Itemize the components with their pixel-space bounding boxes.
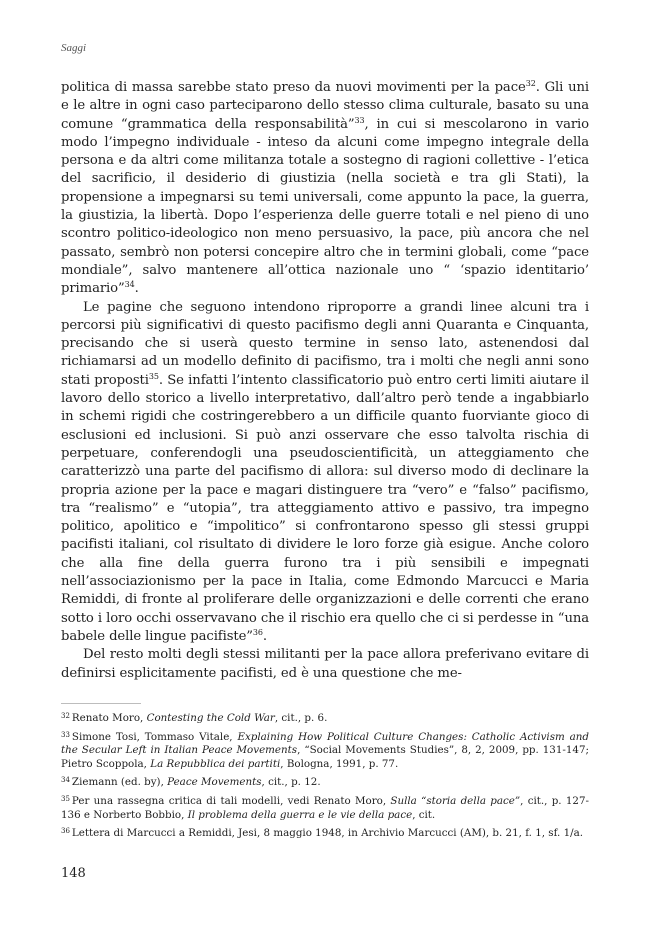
footnote-text: , “Social Movements Studies”, 8, 2, 2009, pp. 131-147; Pietro Scoppola, bbox=[61, 744, 589, 770]
footnote-number: 36 bbox=[61, 827, 70, 836]
running-head: Saggi bbox=[61, 42, 87, 54]
body-paragraph bbox=[61, 299, 589, 647]
footnote-text: , Bologna, 1991, p. 77. bbox=[280, 757, 399, 770]
footnote-text: Lettera di Marcucci a Remiddi, Jesi, 8 maggio 1948, in Archivio Marcucci (AM), b. 21, f. 1, sf. 1/a. bbox=[71, 827, 584, 840]
text-run: . bbox=[262, 628, 267, 644]
footnote-number: 33 bbox=[61, 730, 70, 739]
text-run: , in cui si mescolarono in vario modo l’impegno individuale - inteso da alcuni come impegno integrale della persona e da altri come militanza totale a sostegno di ragioni collettive - l’etica del sacrificio, il desiderio di giustizia (nella società e tra gli Stati), la propensione a impegnarsi su temi universali, come appunto la pace, la guerra, la giustizia, la libertà. Dopo l’esperienza delle guerre totali e nel pieno di uno scontro politico-ideologico non meno persuasivo, la pace, più ancora che nel passato, sembrò non potersi concepire altro che in termini globali, come “pace mondiale”, salvo mantenere all’ottica nazionale uno “ ‘spazio identitario’ primario” bbox=[61, 116, 589, 297]
footnote bbox=[61, 827, 589, 841]
footnote-ref: 32 bbox=[525, 79, 536, 88]
footnote-text: Simone Tosi, Tommaso Vitale, bbox=[71, 730, 238, 743]
body-paragraph bbox=[61, 79, 589, 299]
footnote-title: Contesting the Cold War bbox=[146, 712, 275, 724]
page-number: 148 bbox=[61, 866, 86, 881]
footnote-text: , cit. bbox=[412, 808, 436, 821]
footnote-title: Sulla “storia della pace” bbox=[390, 794, 521, 807]
footnote-title: Explaining How Political Culture Changes: Catholic Activism and the Secular Left in Italian Peace Movements bbox=[61, 730, 589, 757]
footnote bbox=[61, 795, 589, 822]
text-run: . Gli uni e le altre in ogni caso parteciparono dello stesso clima culturale, basato su una comune “grammatica della responsabilità” bbox=[61, 80, 590, 132]
text-run: . Se infatti l’intento classificatorio può entro certi limiti aiutare il lavoro dello storico a livello interpretativo, dall’altro però tende a ingabbiarlo in schemi rigidi che costringerebbero a un difficile quanto fuorviante gioco di esclusioni ed inclusioni. Si può anzi osservare che esso talvolta rischia di perpetuare, conferendogli una pseudoscientificità, un atteggiamento che caratterizzò una parte del pacifismo di allora: sul diverso modo di declinare la propria azione per la pace e magari distinguere tra “vero” e “falso” pacifismo, tra “realismo” e “utopia”, tra atteggiamento attivo e passivo, tra impegno politico, apolitico e “impolitico” si confrontarono spesso gli stessi gruppi pacifisti italiani, col risultato di dividere le loro forze già esigue. Anche coloro che alla fine della guerra furono tra i più sensibili e impegnati nell’associazionismo per la pace in Italia, come Edmondo Marcucci e Maria Remiddi, di fronte al proliferare delle organizzazioni e delle correnti che erano sotto i loro occhi osservavano che il rischio era quello che ci si perdesse in “una babele delle lingue pacifiste” bbox=[61, 372, 589, 644]
footnote-text: , cit., p. 12. bbox=[261, 776, 321, 789]
footnote-text: Ziemann (ed. by), bbox=[71, 776, 168, 789]
text-run: Le pagine che seguono intendono riproporre a grandi linee alcuni tra i percorsi più significativi di questo pacifismo degli anni Quaranta e Cinquanta, precisando che si userà questo termine in senso lato, astenendosi dal richiamarsi ad un modello definito di pacifismo, tra i molti che negli anni sono stati proposti bbox=[61, 299, 589, 388]
footnote-number: 35 bbox=[61, 794, 70, 803]
footnote-ref: 35 bbox=[148, 371, 159, 381]
footnotes bbox=[61, 712, 589, 846]
body-paragraph bbox=[61, 646, 589, 683]
footnote-title: Peace Movements bbox=[167, 776, 262, 789]
body-text bbox=[61, 79, 589, 683]
footnote-rule bbox=[61, 703, 141, 704]
footnote bbox=[61, 731, 589, 772]
footnote-number: 32 bbox=[61, 712, 70, 720]
footnote-title: La Repubblica dei partiti bbox=[150, 757, 281, 770]
footnote-text: Per una rassegna critica di tali modelli, vedi Renato Moro, bbox=[71, 794, 391, 807]
text-run: Del resto molti degli stessi militanti per la pace allora preferivano evitare di definirsi esplicitamente pacifisti, ed è una questione che me- bbox=[61, 647, 589, 681]
footnote-number: 34 bbox=[61, 776, 70, 785]
footnote-text: , cit., p. 127-136 e Norberto Bobbio, bbox=[61, 794, 589, 821]
footnote bbox=[61, 776, 589, 790]
footnote-ref: 34 bbox=[124, 280, 135, 290]
footnote-ref: 36 bbox=[252, 627, 263, 637]
text-run: . bbox=[134, 281, 139, 297]
text-run: politica di massa sarebbe stato preso da nuovi movimenti per la pace bbox=[61, 80, 526, 95]
footnote-title: Il problema della guerra e le vie della pace bbox=[187, 808, 413, 821]
footnote-text: Renato Moro, bbox=[71, 712, 147, 724]
footnote bbox=[61, 712, 589, 726]
footnote-ref: 33 bbox=[354, 115, 365, 125]
footnote-text: , cit., p. 6. bbox=[274, 712, 328, 724]
